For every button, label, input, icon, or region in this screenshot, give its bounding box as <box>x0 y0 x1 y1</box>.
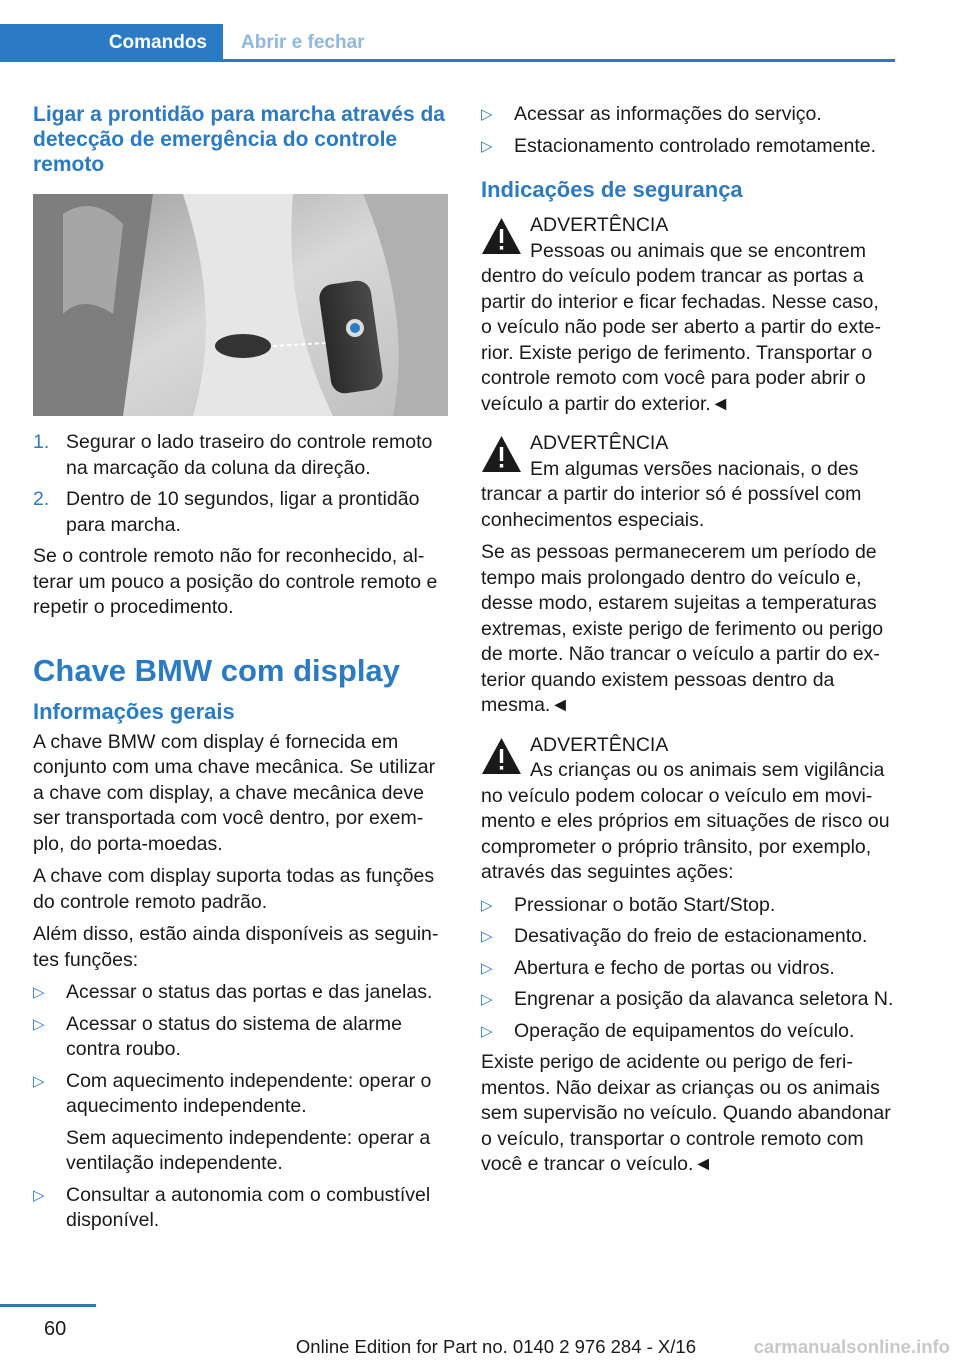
chapter-heading-display-key: Chave BMW com display <box>33 652 400 688</box>
triangle-bullet-icon: ▷ <box>481 137 493 155</box>
list-item-text: Acessar o status do sistema de alarme contra roubo. <box>66 1012 402 1060</box>
list-item-text: Acessar o status das portas e das janelas. <box>66 981 433 1003</box>
tab-abrir-e-fechar[interactable]: Abrir e fechar <box>241 32 365 53</box>
triangle-bullet-icon: ▷ <box>481 928 493 945</box>
warning-triangle-icon <box>481 435 522 473</box>
step-text: Dentro de 10 segundos, ligar a prontidão para marcha. <box>66 488 420 536</box>
page-number: 60 <box>44 1318 67 1340</box>
list-item-text: Consultar a autonomia com o combustível disponível. <box>66 1183 431 1231</box>
footer-accent-line <box>0 1304 96 1307</box>
list-item-text: Desativação do freio de estacionamento. <box>514 925 868 947</box>
warning-label: ADVERTÊNCIA <box>530 214 669 236</box>
section-heading-emergency-detection: Ligar a prontidão para marcha através da detecção de emergência do controle remoto <box>33 103 445 176</box>
tab-underline <box>223 59 895 62</box>
warning-3-paragraph: Existe perigo de acidente ou perigo de ferimentos. Não deixar as crianças ou os animais sem supervisão no veículo. Quando abandonar o veículo, transportar o controle remoto com você e trancar o veículo.◄ <box>481 1051 891 1175</box>
list-item <box>481 1019 895 1045</box>
list-item <box>481 987 895 1013</box>
list-item-text: Acessar as informações do serviço. <box>514 103 822 125</box>
list-item <box>33 1183 448 1234</box>
step-1 <box>33 430 448 481</box>
section-heading-general-info: Informações gerais <box>33 698 235 724</box>
paragraph-not-recognized: Se o controle remoto não for reconhecido, alterar um pouco a posição do controle remoto e repetir o procedimento. <box>33 545 438 618</box>
list-item-text: Estacionamento controlado remotamente. <box>514 134 877 157</box>
chapter-tabs <box>0 24 895 62</box>
warning-label: ADVERTÊNCIA <box>530 432 669 454</box>
triangle-bullet-icon: ▷ <box>33 1186 45 1204</box>
warning-block-3 <box>481 733 895 886</box>
list-item-text: Operação de equipamentos do veículo. <box>514 1019 855 1042</box>
warning-triangle-icon <box>481 217 522 255</box>
section-heading-safety: Indicações de segurança <box>481 177 743 202</box>
warning-block-1 <box>481 213 895 417</box>
warning-text: trancar a partir do interior só é possível com conhecimentos especiais. <box>481 483 862 531</box>
list-item <box>481 102 895 128</box>
list-item <box>481 924 895 950</box>
step-text: Segurar o lado traseiro do controle remoto na marcação da coluna da direção. <box>66 431 433 479</box>
list-item-text: Abertura e fecho de portas ou vidros. <box>514 956 835 979</box>
edition-note: Online Edition for Part no. 0140 2 976 284 - X/16 <box>295 1336 696 1357</box>
triangle-bullet-icon: ▷ <box>481 106 493 123</box>
paragraph-general-2: A chave com display suporta todas as funções do controle remoto padrão. <box>33 865 435 913</box>
warning-2-paragraph: Se as pessoas permanecerem um período de tempo mais prolongado dentro do veículo e, desse modo, estarem sujeitas a temperaturas extremas, existe perigo de ferimento ou perigo de morte. Não trancar o veículo a partir do exterior quando existem pessoas dentro da mesma.◄ <box>481 541 884 716</box>
tab-comandos[interactable]: Comandos <box>0 24 223 62</box>
list-item <box>481 134 895 160</box>
warning-block-2 <box>481 431 895 533</box>
left-column <box>33 102 448 1240</box>
step-number: 2. <box>33 488 50 510</box>
right-column <box>481 102 895 1185</box>
triangle-bullet-icon: ▷ <box>481 896 493 914</box>
triangle-bullet-icon: ▷ <box>33 984 45 1001</box>
warning-text-first-line: As crianças ou os animais sem vigilância <box>530 759 885 781</box>
list-item-text: Com aquecimento independente: operar o aquecimento independente. <box>66 1069 432 1117</box>
paragraph-general-3: Além disso, estão ainda disponíveis as seguintes funções: <box>33 923 439 971</box>
triangle-bullet-icon: ▷ <box>33 1072 45 1090</box>
step-2 <box>33 487 448 538</box>
watermark-text: carmanualsonline.info <box>753 1336 950 1357</box>
list-item-subtext: Sem aquecimento independente: operar a ventilação independente. <box>66 1126 431 1174</box>
steering-column-key-photo <box>33 194 448 416</box>
warning-label: ADVERTÊNCIA <box>530 733 669 756</box>
warning-text: no veículo podem colocar o veículo em movimento e eles próprios em situações de risco ou comprometer o próprio trânsito, por exemplo, através das seguintes ações: <box>481 784 890 883</box>
triangle-bullet-icon: ▷ <box>481 1022 493 1040</box>
warning-text-first-line: Em algumas versões nacionais, o des <box>530 457 859 480</box>
list-item-text: Pressionar o botão Start/Stop. <box>514 893 776 916</box>
list-item <box>33 980 448 1006</box>
list-item <box>481 956 895 982</box>
triangle-bullet-icon: ▷ <box>33 1015 45 1033</box>
list-item <box>33 1012 448 1063</box>
step-number: 1. <box>33 431 50 453</box>
warning-text: dentro do veículo podem trancar as portas a partir do interior e ficar fechadas. Nesse caso, o veículo não pode ser aberto a partir do exterior. Existe perigo de ferimento. Transportar o controle remoto com você para poder abrir o veículo a partir do exterior.◄ <box>481 265 882 415</box>
list-item <box>33 1069 448 1177</box>
warning-text-first-line: Pessoas ou animais que se encontrem <box>530 239 867 262</box>
triangle-bullet-icon: ▷ <box>481 991 493 1008</box>
triangle-bullet-icon: ▷ <box>481 959 493 977</box>
list-item-text: Engrenar a posição da alavanca seletora N. <box>514 988 894 1010</box>
warning-triangle-icon <box>481 737 522 775</box>
paragraph-general-1: A chave BMW com display é fornecida em conjunto com uma chave mecânica. Se utilizar a chave com display, a chave mecânica deve ser transportada com você dentro, por exemplo, do porta-moedas. <box>33 730 436 855</box>
list-item <box>481 893 895 919</box>
